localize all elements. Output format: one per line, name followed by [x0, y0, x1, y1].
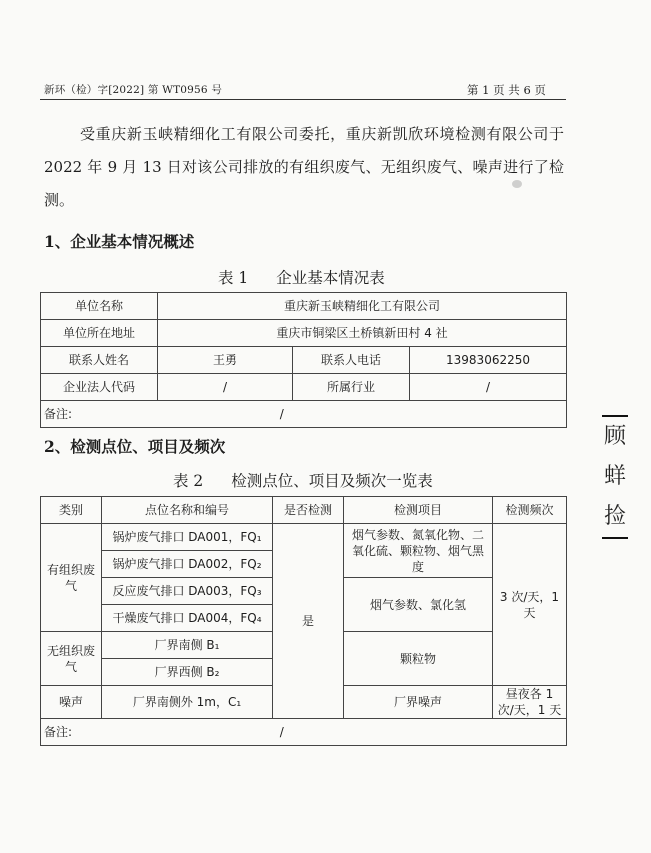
column-header: 检测项目: [344, 497, 493, 524]
table-row: [41, 524, 567, 551]
legal-code-value: /: [158, 374, 293, 401]
intro-paragraph: 受重庆新玉峡精细化工有限公司委托，重庆新凯欣环境检测有限公司于 2022 年 9 月 13 日对该公司排放的有组织废气、无组织废气、噪声进行了检测。: [44, 125, 564, 209]
table-cell-label: 企业法人代码: [41, 374, 158, 401]
column-header: 检测频次: [493, 497, 567, 524]
section2-title: 2、检测点位、项目及频次: [44, 437, 226, 456]
column-header: 是否检测: [273, 497, 344, 524]
point-cell: 锅炉废气排口 DA001，FQ₁: [102, 524, 273, 551]
table-header-row: [41, 497, 567, 524]
seal-char: 蛘: [603, 464, 626, 489]
remark-value: /: [279, 725, 284, 739]
point-cell: 锅炉废气排口 DA002，FQ₂: [102, 551, 273, 578]
category-cell: 噪声: [41, 686, 102, 719]
table2-caption: [173, 469, 433, 491]
column-header: 点位名称和编号: [102, 497, 273, 524]
category-cell: 无组织废气: [41, 632, 102, 686]
remark-label: 备注:: [44, 725, 73, 739]
table-cell-label: 单位所在地址: [41, 320, 158, 347]
monitoring-points-table: [40, 496, 567, 746]
seal-char: 顾: [603, 424, 626, 449]
table-cell-label: 联系人电话: [293, 347, 410, 374]
tested-cell: 是: [273, 524, 344, 719]
column-header: 类别: [41, 497, 102, 524]
remark-cell: [41, 401, 567, 428]
table-row: [41, 347, 567, 374]
table-row: [41, 320, 567, 347]
table-cell-label: 联系人姓名: [41, 347, 158, 374]
seal-bottom-bar: [602, 537, 628, 539]
items-cell: 烟气参数、氯化氢: [344, 578, 493, 632]
address-value: 重庆市铜梁区土桥镇新田村 4 社: [158, 320, 567, 347]
point-cell: 厂界南侧外 1m，C₁: [102, 686, 273, 719]
header-divider: [40, 99, 566, 100]
remark-cell: [41, 719, 567, 746]
point-cell: 厂界西侧 B₂: [102, 659, 273, 686]
table1-caption-text: 企业基本情况表: [276, 269, 385, 287]
company-info-table: [40, 292, 567, 428]
remark-value: /: [279, 407, 284, 421]
table1-caption-number: 表 1: [218, 269, 249, 287]
frequency-cell: 3 次/天，1 天: [493, 524, 567, 686]
contact-value: 王勇: [158, 347, 293, 374]
items-cell: 颗粒物: [344, 632, 493, 686]
items-cell: 厂界噪声: [344, 686, 493, 719]
perforation-seal: [600, 415, 630, 555]
seal-char: 捡: [603, 504, 626, 529]
table-row: [41, 374, 567, 401]
page-indicator: 第 1 页 共 6 页: [467, 83, 546, 97]
table1-caption: [218, 266, 385, 288]
table-row: [41, 293, 567, 320]
items-cell: 烟气参数、氮氧化物、二氧化硫、颗粒物、烟气黑度: [344, 524, 493, 578]
table-row: [41, 719, 567, 746]
remark-label: 备注:: [44, 407, 73, 421]
document-number: 新环（检）字[2022] 第 WT0956 号: [44, 84, 223, 96]
table2-caption-number: 表 2: [173, 472, 204, 490]
scan-smudge: [512, 180, 522, 188]
category-cell: 有组织废气: [41, 524, 102, 632]
point-cell: 厂界南侧 B₁: [102, 632, 273, 659]
industry-value: /: [410, 374, 567, 401]
table-cell-label: 所属行业: [293, 374, 410, 401]
table-row: [41, 401, 567, 428]
unit-name-value: 重庆新玉峡精细化工有限公司: [158, 293, 567, 320]
table-cell-label: 单位名称: [41, 293, 158, 320]
point-cell: 干燥废气排口 DA004，FQ₄: [102, 605, 273, 632]
table2-caption-text: 检测点位、项目及频次一览表: [231, 472, 433, 490]
section1-title: 1、企业基本情况概述: [44, 232, 195, 251]
frequency-cell: 昼夜各 1 次/天，1 天: [493, 686, 567, 719]
phone-value: 13983062250: [410, 347, 567, 374]
point-cell: 反应废气排口 DA003，FQ₃: [102, 578, 273, 605]
